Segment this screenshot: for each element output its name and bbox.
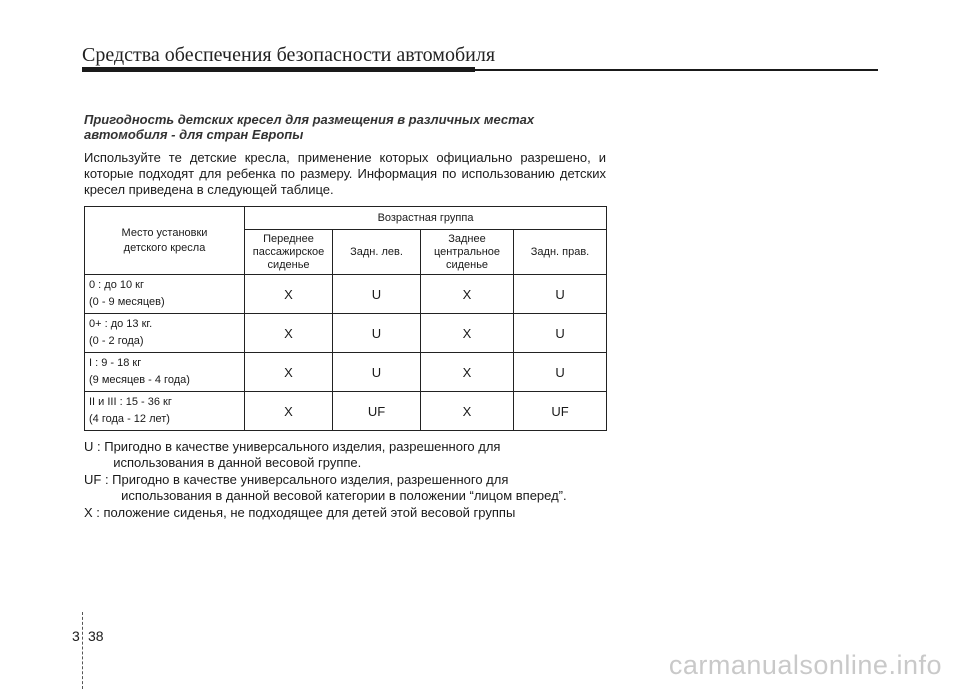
table-cell: U bbox=[333, 314, 421, 353]
header-age-group: Возрастная группа bbox=[245, 207, 607, 230]
row-label-line2: (0 - 9 месяцев) bbox=[89, 296, 165, 308]
table-cell: X bbox=[245, 392, 333, 431]
row-label bbox=[85, 314, 245, 353]
table-cell: X bbox=[421, 392, 514, 431]
main-content bbox=[84, 112, 606, 522]
header-rear-center-l1: Заднее bbox=[448, 232, 486, 245]
note-text-line1: Пригодно в качестве универсального изделия, разрешенного для bbox=[112, 472, 509, 487]
header-rear-left-l1: Задн. лев. bbox=[350, 245, 403, 258]
note-uf bbox=[84, 472, 606, 504]
note-key: UF : bbox=[84, 472, 113, 487]
footer-page-number: 38 bbox=[88, 628, 104, 644]
child-seat-compatibility-table bbox=[84, 206, 607, 431]
table-cell: X bbox=[245, 275, 333, 314]
header-front-passenger-l2: пассажирское bbox=[252, 245, 325, 258]
section-title-line1: Пригодность детских кресел для размещения в различных местах bbox=[84, 112, 535, 127]
table-row bbox=[85, 353, 607, 392]
note-text-line2: использования в данной весовой группе. bbox=[113, 455, 362, 470]
row-label-line1: 0 : до 10 кг bbox=[89, 279, 144, 291]
section-title bbox=[84, 112, 606, 142]
row-label-line1: I : 9 - 18 кг bbox=[89, 357, 142, 369]
header-rear-center bbox=[421, 230, 514, 275]
note-x bbox=[84, 505, 606, 521]
header-front-passenger bbox=[245, 230, 333, 275]
note-text bbox=[104, 439, 606, 471]
table-cell: U bbox=[514, 314, 607, 353]
note-text-line1: положение сиденья, не подходящее для детей этой весовой группы bbox=[103, 505, 516, 520]
table-cell: U bbox=[514, 353, 607, 392]
table-cell: X bbox=[421, 275, 514, 314]
header-seat-place-line1: Место установки bbox=[121, 226, 208, 239]
table-cell: UF bbox=[514, 392, 607, 431]
header-rear-center-l2: центральное bbox=[433, 245, 501, 258]
note-text-line2: использования в данной весовой категории в положении “лицом вперед”. bbox=[121, 488, 567, 503]
table-cell: X bbox=[245, 353, 333, 392]
header-rear-right bbox=[514, 230, 607, 275]
note-text bbox=[104, 505, 606, 521]
watermark: carmanualsonline.info bbox=[668, 650, 942, 680]
table-cell: X bbox=[421, 353, 514, 392]
note-key: X : bbox=[84, 505, 104, 520]
row-label-line1: II и III : 15 - 36 кг bbox=[89, 396, 172, 408]
header-rear-right-l1: Задн. прав. bbox=[530, 245, 590, 258]
header-rear-center-l3: сиденье bbox=[445, 258, 489, 271]
row-label bbox=[85, 353, 245, 392]
header-seat-place bbox=[85, 207, 245, 275]
footer-separator bbox=[82, 612, 83, 689]
table-row bbox=[85, 275, 607, 314]
row-label bbox=[85, 392, 245, 431]
intro-paragraph: Используйте те детские кресла, применение которых официально разрешено, и которые подходят для ребенка по размеру. Информация по использованию детских кресел приведена в следующей таблице. bbox=[84, 150, 606, 197]
table-row bbox=[85, 392, 607, 431]
table-cell: X bbox=[421, 314, 514, 353]
row-label bbox=[85, 275, 245, 314]
note-text-line1: Пригодно в качестве универсального изделия, разрешенного для bbox=[104, 439, 501, 454]
note-u bbox=[84, 439, 606, 471]
legend-notes bbox=[84, 439, 606, 521]
table-cell: X bbox=[245, 314, 333, 353]
table-cell: UF bbox=[333, 392, 421, 431]
table-row bbox=[85, 314, 607, 353]
header-rule-thin bbox=[475, 69, 878, 71]
header-front-passenger-l3: сиденье bbox=[267, 258, 310, 271]
footer-chapter-number: 3 bbox=[72, 628, 80, 644]
header-rear-left bbox=[333, 230, 421, 275]
row-label-line2: (4 года - 12 лет) bbox=[89, 413, 170, 425]
page-header-title: Средства обеспечения безопасности автомобиля bbox=[82, 44, 496, 66]
header-seat-place-line2: детского кресла bbox=[123, 241, 206, 254]
header-front-passenger-l1: Переднее bbox=[263, 232, 314, 245]
note-key: U : bbox=[84, 439, 105, 454]
row-label-line2: (9 месяцев - 4 года) bbox=[89, 374, 190, 386]
header-rule-thick bbox=[82, 67, 475, 72]
table-cell: U bbox=[333, 275, 421, 314]
table-cell: U bbox=[514, 275, 607, 314]
row-label-line2: (0 - 2 года) bbox=[89, 335, 144, 347]
note-text bbox=[112, 472, 606, 504]
section-title-line2: автомобиля - для стран Европы bbox=[84, 127, 304, 142]
table-cell: U bbox=[333, 353, 421, 392]
row-label-line1: 0+ : до 13 кг. bbox=[89, 318, 153, 330]
